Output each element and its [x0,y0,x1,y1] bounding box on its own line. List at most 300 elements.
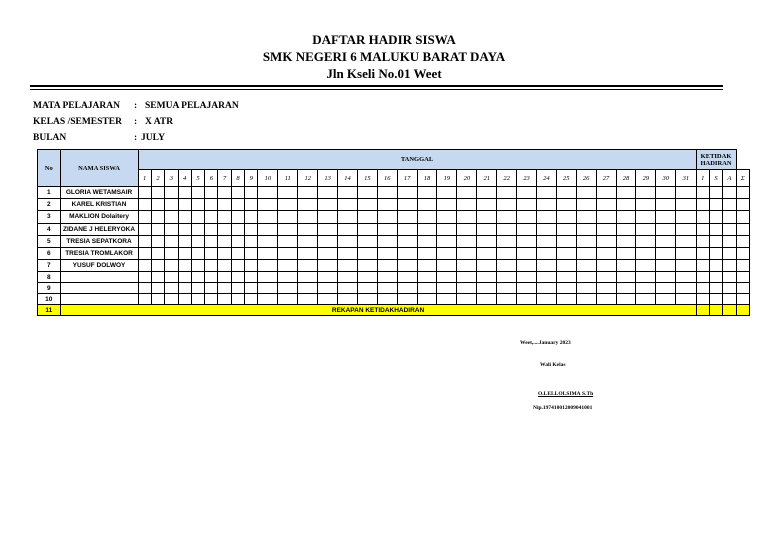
attendance-cell [696,294,709,305]
attendance-cell [676,235,696,247]
day-number: 25 [556,170,576,187]
attendance-cell [736,187,749,199]
attendance-cell [576,260,596,272]
row-number: 5 [38,235,61,247]
attendance-cell [636,223,656,235]
attendance-cell [258,260,278,272]
attendance-cell [723,235,736,247]
attendance-cell [656,272,676,283]
attendance-cell [457,272,477,283]
attendance-cell [497,223,517,235]
attendance-cell [517,283,537,294]
attendance-cell [377,223,397,235]
attendance-cell [245,199,258,211]
attendance-cell [596,187,616,199]
summary-cell [696,305,709,316]
day-number: 6 [205,170,218,187]
attendance-cell [596,247,616,259]
attendance-cell [536,294,556,305]
day-number: 19 [437,170,457,187]
attendance-cell [218,211,231,223]
header-name: NAMA SISWA [60,150,138,187]
attendance-cell [517,272,537,283]
attendance-cell [576,235,596,247]
attendance-cell [656,187,676,199]
attendance-cell [397,223,417,235]
attendance-cell [596,211,616,223]
attendance-cell [357,260,377,272]
attendance-cell [318,199,338,211]
day-number: 21 [477,170,497,187]
school-name: SMK NEGERI 6 MALUKU BARAT DAYA [262,49,506,64]
attendance-cell [477,283,497,294]
attendance-cell [205,283,218,294]
day-number: 16 [377,170,397,187]
attendance-cell [138,211,151,223]
attendance-cell [178,199,191,211]
attendance-cell [151,235,164,247]
attendance-cell [258,272,278,283]
attendance-cell [357,187,377,199]
day-number: 20 [457,170,477,187]
table-row [38,211,750,223]
day-number: 30 [656,170,676,187]
attendance-cell [723,199,736,211]
attendance-cell [178,260,191,272]
attendance-cell [165,187,178,199]
attendance-cell [178,283,191,294]
attendance-cell [556,294,576,305]
info-value-month: JULY [141,133,165,143]
student-name: YUSUF DOLWOY [60,260,138,272]
row-number: 6 [38,247,61,259]
info-label-month: BULAN [33,133,67,143]
day-number: 7 [218,170,231,187]
row-number: 8 [38,272,61,283]
absence-code: S [709,170,722,187]
attendance-cell [696,272,709,283]
attendance-cell [497,260,517,272]
attendance-cell [397,187,417,199]
attendance-cell [138,283,151,294]
header-rule-thick [30,85,723,87]
attendance-cell [318,272,338,283]
day-number: 15 [357,170,377,187]
attendance-cell [258,235,278,247]
info-colon: : [134,101,138,111]
attendance-cell [191,260,204,272]
attendance-cell [497,211,517,223]
attendance-cell [457,211,477,223]
row-number: 4 [38,223,61,235]
attendance-cell [676,199,696,211]
attendance-cell [191,223,204,235]
student-name [60,283,138,294]
attendance-cell [596,283,616,294]
attendance-cell [517,294,537,305]
day-number: 24 [536,170,556,187]
attendance-cell [696,223,709,235]
attendance-cell [205,260,218,272]
attendance-cell [377,199,397,211]
attendance-cell [377,235,397,247]
attendance-cell [596,223,616,235]
attendance-cell [437,294,457,305]
attendance-cell [151,247,164,259]
day-number: 10 [258,170,278,187]
signature-name: O.LELLOLSIMA S.Th [538,391,594,397]
attendance-cell [656,235,676,247]
attendance-cell [318,235,338,247]
attendance-cell [278,223,298,235]
attendance-cell [165,223,178,235]
attendance-cell [723,211,736,223]
student-name: KAREL KRISTIAN [60,199,138,211]
attendance-cell [165,260,178,272]
attendance-cell [696,283,709,294]
attendance-cell [576,211,596,223]
header-absence: KETIDAK HADIRAN [696,150,736,170]
attendance-cell [709,260,722,272]
attendance-cell [218,283,231,294]
attendance-cell [417,247,437,259]
attendance-cell [231,187,244,199]
attendance-cell [245,260,258,272]
attendance-cell [656,294,676,305]
attendance-cell [151,211,164,223]
attendance-cell [298,187,318,199]
attendance-cell [576,199,596,211]
day-number: 9 [245,170,258,187]
attendance-cell [576,283,596,294]
attendance-cell [636,272,656,283]
attendance-cell [205,235,218,247]
day-number: 27 [596,170,616,187]
attendance-cell [298,283,318,294]
day-number: 1 [138,170,151,187]
attendance-cell [191,235,204,247]
attendance-cell [536,223,556,235]
attendance-cell [298,247,318,259]
table-row [38,260,750,272]
attendance-cell [417,260,437,272]
student-name: TRESIA TROMLAKOR [60,247,138,259]
attendance-cell [191,247,204,259]
attendance-cell [258,294,278,305]
attendance-cell [536,187,556,199]
attendance-cell [457,283,477,294]
info-label-subject: MATA PELAJARAN [33,101,120,111]
attendance-cell [596,260,616,272]
day-number: 31 [676,170,696,187]
attendance-cell [723,272,736,283]
attendance-cell [338,247,358,259]
attendance-cell [556,260,576,272]
attendance-cell [151,294,164,305]
attendance-cell [437,283,457,294]
attendance-cell [517,211,537,223]
attendance-cell [736,199,749,211]
attendance-cell [457,199,477,211]
attendance-cell [556,199,576,211]
attendance-cell [676,223,696,235]
attendance-cell [318,283,338,294]
attendance-cell [397,294,417,305]
attendance-cell [231,223,244,235]
table-row [38,199,750,211]
attendance-cell [377,247,397,259]
attendance-cell [357,294,377,305]
attendance-cell [477,235,497,247]
table-row [38,187,750,199]
attendance-cell [536,247,556,259]
row-number: 9 [38,283,61,294]
attendance-cell [736,294,749,305]
attendance-cell [477,294,497,305]
summary-row [38,305,750,316]
attendance-cell [656,199,676,211]
attendance-cell [231,272,244,283]
day-number: 23 [517,170,537,187]
attendance-cell [576,223,596,235]
attendance-cell [636,247,656,259]
attendance-cell [357,272,377,283]
attendance-cell [709,272,722,283]
attendance-cell [191,187,204,199]
attendance-cell [231,247,244,259]
attendance-cell [497,272,517,283]
attendance-cell [457,235,477,247]
attendance-cell [477,211,497,223]
attendance-cell [258,247,278,259]
attendance-cell [457,247,477,259]
attendance-cell [636,199,656,211]
attendance-cell [245,294,258,305]
attendance-cell [205,187,218,199]
attendance-cell [338,223,358,235]
day-number: 5 [191,170,204,187]
attendance-cell [218,199,231,211]
attendance-cell [258,187,278,199]
attendance-cell [417,211,437,223]
attendance-cell [536,283,556,294]
attendance-cell [377,283,397,294]
attendance-cell [576,187,596,199]
absence-code: Σ [736,170,749,187]
attendance-cell [676,260,696,272]
attendance-cell [318,187,338,199]
attendance-cell [151,223,164,235]
attendance-cell [298,294,318,305]
attendance-cell [218,247,231,259]
summary-cell [723,305,736,316]
attendance-cell [218,272,231,283]
attendance-cell [318,260,338,272]
row-number: 7 [38,260,61,272]
attendance-cell [165,199,178,211]
table-subheader-row [38,170,750,187]
attendance-cell [298,235,318,247]
day-number: 12 [298,170,318,187]
attendance-cell [536,272,556,283]
absence-code: I [696,170,709,187]
attendance-cell [656,223,676,235]
attendance-cell [178,272,191,283]
attendance-cell [178,211,191,223]
attendance-cell [397,235,417,247]
attendance-cell [165,272,178,283]
attendance-cell [377,272,397,283]
attendance-cell [417,235,437,247]
attendance-cell [397,260,417,272]
attendance-cell [178,247,191,259]
attendance-cell [318,223,338,235]
attendance-cell [709,294,722,305]
attendance-cell [138,199,151,211]
attendance-cell [245,235,258,247]
attendance-cell [556,272,576,283]
attendance-cell [696,211,709,223]
attendance-cell [151,272,164,283]
attendance-cell [616,211,636,223]
attendance-cell [517,199,537,211]
signature-role: Wali Kelas [540,362,566,368]
attendance-cell [138,294,151,305]
attendance-cell [191,199,204,211]
attendance-cell [696,260,709,272]
attendance-cell [218,294,231,305]
attendance-cell [417,199,437,211]
absence-code: A [723,170,736,187]
attendance-cell [165,294,178,305]
attendance-cell [556,187,576,199]
header-no: No [38,150,61,187]
attendance-cell [517,260,537,272]
attendance-cell [736,247,749,259]
attendance-cell [596,272,616,283]
attendance-cell [709,223,722,235]
attendance-cell [138,223,151,235]
attendance-cell [676,272,696,283]
attendance-cell [278,283,298,294]
attendance-cell [556,223,576,235]
attendance-cell [258,199,278,211]
attendance-cell [231,235,244,247]
attendance-cell [338,272,358,283]
attendance-cell [357,223,377,235]
attendance-cell [517,223,537,235]
attendance-cell [656,247,676,259]
attendance-cell [616,283,636,294]
attendance-cell [457,294,477,305]
attendance-cell [497,294,517,305]
attendance-cell [338,199,358,211]
attendance-cell [616,294,636,305]
attendance-cell [656,283,676,294]
day-number: 18 [417,170,437,187]
summary-number: 11 [38,305,61,316]
attendance-cell [736,260,749,272]
attendance-cell [576,272,596,283]
info-value-class: X ATR [145,117,174,127]
attendance-cell [723,223,736,235]
attendance-cell [178,294,191,305]
attendance-cell [138,260,151,272]
attendance-cell [736,235,749,247]
attendance-cell [709,235,722,247]
school-address: Jln Kseli No.01 Weet [326,66,442,81]
attendance-cell [576,247,596,259]
attendance-cell [437,211,457,223]
day-number: 2 [151,170,164,187]
attendance-cell [205,247,218,259]
attendance-cell [596,235,616,247]
attendance-cell [736,223,749,235]
attendance-cell [258,283,278,294]
attendance-cell [536,235,556,247]
attendance-cell [576,294,596,305]
attendance-cell [556,235,576,247]
attendance-cell [556,211,576,223]
day-number: 3 [165,170,178,187]
attendance-cell [536,260,556,272]
info-colon: : [134,133,138,143]
table-row [38,247,750,259]
attendance-cell [245,283,258,294]
attendance-cell [205,294,218,305]
day-number: 14 [338,170,358,187]
attendance-cell [151,260,164,272]
attendance-cell [318,211,338,223]
attendance-cell [258,211,278,223]
attendance-cell [616,260,636,272]
attendance-cell [165,247,178,259]
day-number: 26 [576,170,596,187]
attendance-cell [397,199,417,211]
attendance-cell [656,260,676,272]
attendance-cell [596,199,616,211]
attendance-cell [338,294,358,305]
attendance-cell [357,211,377,223]
attendance-cell [357,247,377,259]
table-row [38,283,750,294]
attendance-cell [397,247,417,259]
attendance-cell [138,272,151,283]
attendance-cell [616,223,636,235]
attendance-cell [723,294,736,305]
attendance-cell [245,187,258,199]
attendance-cell [437,187,457,199]
attendance-cell [723,283,736,294]
attendance-cell [151,199,164,211]
attendance-cell [437,199,457,211]
attendance-cell [517,235,537,247]
attendance-cell [636,260,656,272]
attendance-cell [636,283,656,294]
row-number: 1 [38,187,61,199]
attendance-cell [258,223,278,235]
attendance-cell [676,283,696,294]
attendance-cell [205,223,218,235]
day-number: 8 [231,170,244,187]
attendance-cell [338,187,358,199]
student-name [60,272,138,283]
attendance-cell [497,283,517,294]
attendance-cell [636,187,656,199]
attendance-cell [437,235,457,247]
attendance-cell [298,272,318,283]
attendance-cell [338,260,358,272]
